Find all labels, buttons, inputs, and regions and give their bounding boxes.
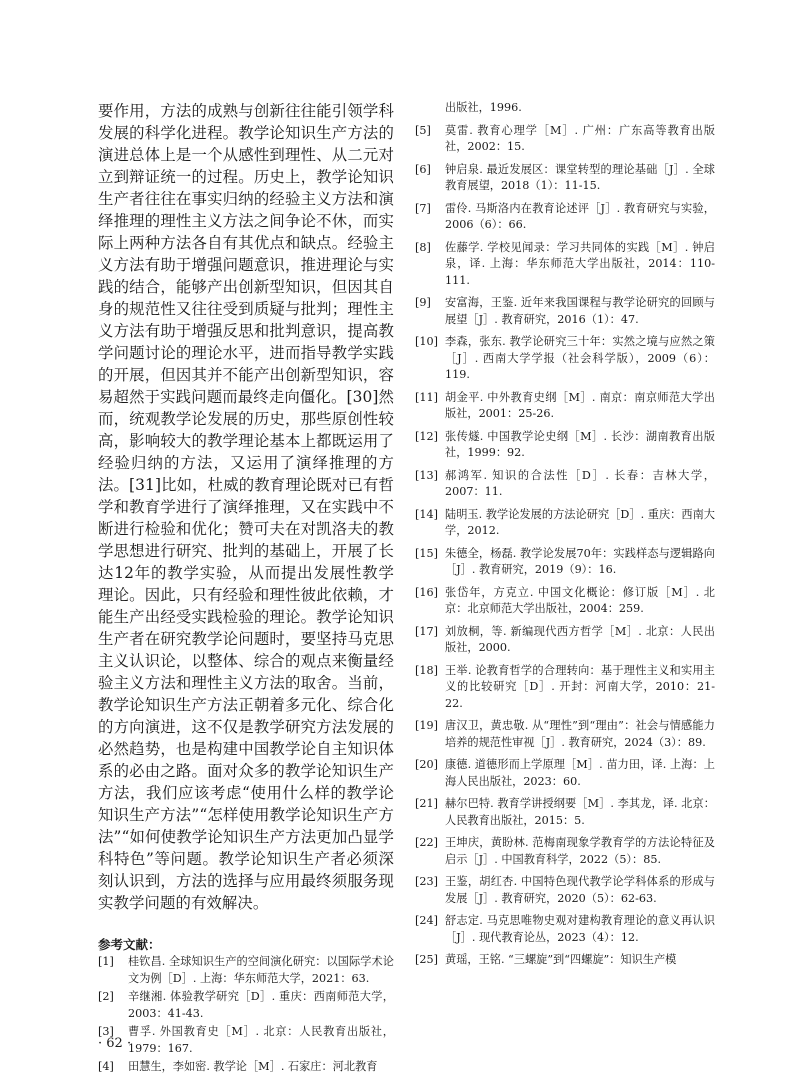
references-list-left: [98, 954, 394, 1076]
reference-text: 刘放桐，等. 新编现代西方哲学［M］. 北京：人民出版社，2000.: [445, 624, 715, 654]
reference-text: 张传燧. 中国教学论史纲［M］. 长沙：湖南教育出版社，1999：92.: [445, 429, 715, 459]
reference-text: 康德. 道德形而上学原理［M］. 苗力田，译. 上海：上海人民出版社，2023：60.: [445, 758, 715, 788]
left-column: [98, 100, 394, 1078]
reference-item: [415, 624, 715, 657]
reference-number: [12]: [415, 429, 438, 443]
reference-item: [415, 835, 715, 868]
reference-number: [14]: [415, 507, 438, 521]
reference-number: [6]: [415, 162, 431, 176]
reference-number: [16]: [415, 585, 438, 599]
reference-number: [24]: [415, 914, 438, 927]
reference-item: [415, 952, 715, 969]
reference-number: [4]: [98, 1060, 114, 1073]
reference-item: [98, 1059, 394, 1076]
reference-number: [5]: [415, 123, 431, 137]
reference-number: [10]: [415, 335, 438, 348]
reference-text: 雷伶. 马斯洛内在教育论述评［J］. 教育研究与实验，2006（6）：66.: [445, 201, 715, 231]
reference-item: [98, 1024, 394, 1057]
reference-number: [1]: [98, 955, 114, 968]
reference-text: 赫尔巴特. 教育学讲授纲要［M］. 李其龙，译. 北京：人民教育出版社，2015：5.: [445, 797, 715, 827]
reference-text: 王鉴，胡红杏. 中国特色现代教学论学科体系的形成与发展［J］. 教育研究，2020（5）：62-63.: [445, 875, 715, 905]
reference-number: [23]: [415, 875, 438, 888]
reference-text: 张岱年，方克立. 中国文化概论：修订版［M］. 北京：北京师范大学出版社，2004：259.: [445, 585, 715, 615]
reference-item: [415, 507, 715, 540]
reference-item: [415, 718, 715, 751]
reference-item: [415, 468, 715, 501]
page-number: · 62 ·: [98, 1036, 132, 1051]
reference-item: [415, 546, 715, 579]
reference-number: [11]: [415, 390, 438, 404]
reference-text: 辛继湘. 体验教学研究［D］. 重庆：西南师范大学，2003：41-43.: [128, 990, 394, 1020]
reference-text: 舒志定. 马克思唯物史观对建构教育理论的意义再认识［J］. 现代教育论丛，2023（4）：12.: [445, 914, 715, 944]
reference-number: [7]: [415, 201, 431, 215]
reference-number: [21]: [415, 797, 438, 810]
reference-item: [415, 796, 715, 829]
reference-item: [415, 663, 715, 713]
reference-number: [8]: [415, 240, 431, 254]
reference-number: [2]: [98, 990, 114, 1003]
reference-text: 佐藤学. 学校见闻录：学习共同体的实践［M］. 钟启泉，译. 上海：华东师范大学出版社，2014：110-111.: [445, 240, 715, 287]
reference-number: [17]: [415, 624, 438, 638]
reference-number: [3]: [98, 1025, 114, 1038]
reference-number: [18]: [415, 663, 438, 677]
reference-item: [415, 240, 715, 290]
reference-number: [22]: [415, 836, 438, 849]
reference-item: [415, 123, 715, 156]
reference-item: [415, 874, 715, 907]
reference-text: 王坤庆，黄盼林. 范梅南现象学教育学的方法论特征及启示［J］. 中国教育科学，2022（5）：85.: [445, 836, 715, 866]
reference-number: [9]: [415, 296, 431, 309]
reference-text: 朱德全，杨磊. 教学论发展70年：实践样态与逻辑路向［J］. 教育研究，2019（9）：16.: [445, 546, 715, 576]
reference-number: [19]: [415, 719, 438, 732]
reference-text: 李森，张东. 教学论研究三十年：实然之境与应然之策［J］. 西南大学学报（社会科学版），2009（6）：119.: [445, 335, 715, 381]
reference-item: [415, 295, 715, 328]
reference-text: 安富海，王鉴. 近年来我国课程与教学论研究的回顾与展望［J］. 教育研究，2016（1）：47.: [445, 296, 715, 326]
reference-text: 田慧生，李如密. 教学论［M］. 石家庄：河北教育: [128, 1060, 378, 1073]
right-column: [415, 100, 715, 975]
references-list-right: [415, 123, 715, 969]
reference-item: [415, 429, 715, 462]
reference-item: [415, 585, 715, 618]
reference-item: [415, 162, 715, 195]
reference-text: 胡金平. 中外教育史纲［M］. 南京：南京师范大学出版社，2001：25-26.: [445, 390, 715, 420]
reference-item: [98, 989, 394, 1022]
reference-item: [415, 201, 715, 234]
reference-text: 曹孚. 外国教育史［M］. 北京：人民教育出版社，1979：167.: [128, 1025, 394, 1055]
reference-number: [13]: [415, 468, 438, 482]
reference-text: 唐汉卫，黄忠敬. 从“理性”到“理由”：社会与情感能力培养的规范性审视［J］. 教育研究，2024（3）：89.: [445, 719, 715, 749]
reference-item: [415, 390, 715, 423]
reference-text: 郝鸿军. 知识的合法性［D］. 长春：吉林大学，2007：11.: [445, 468, 715, 498]
reference-number: [15]: [415, 546, 438, 560]
reference-text: 黄瑶，王铭. “三螺旋”到“四螺旋”：知识生产模: [445, 953, 677, 966]
reference-continuation: 出版社，1996.: [445, 101, 522, 114]
reference-number: [20]: [415, 758, 438, 771]
reference-item: [415, 757, 715, 790]
reference-item: [415, 334, 715, 384]
reference-item: [98, 954, 394, 987]
reference-text: 莫雷. 教育心理学［M］. 广州：广东高等教育出版社，2002：15.: [445, 123, 715, 153]
reference-text: 钟启泉. 最近发展区：课堂转型的理论基础［J］. 全球教育展望，2018（1）：11-15.: [445, 162, 715, 192]
reference-number: [25]: [415, 953, 438, 966]
reference-text: 陆明玉. 教学论发展的方法论研究［D］. 重庆：西南大学，2012.: [445, 507, 715, 537]
references-heading: 参考文献：: [98, 937, 161, 952]
reference-text: 桂钦昌. 全球知识生产的空间演化研究：以国际学术论文为例［D］. 上海：华东师范大学，2021：63.: [128, 955, 394, 985]
reference-text: 王举. 论教育哲学的合理转向：基于理性主义和实用主义的比较研究［D］. 开封：河南大学，2010：21-22.: [445, 663, 715, 710]
reference-item: [415, 913, 715, 946]
body-paragraph: 要作用，方法的成熟与创新往往能引领学科发展的科学化进程。教学论知识生产方法的演进总体上是一个从感性到理性、从二元对立到辩证统一的过程。历史上，教学论知识生产者往往在事实归纳的经验主义方法和演绎推理的理性主义方法之间争论不休，而实际上两种方法各自有其优点和缺点。经验主义方法有助于增强问题意识，推进理论与实践的结合，能够产出创新型知识，但因其自身的规范性又往往受到质疑与批判；理性主义方法有助于增强反思和批判意识，提高教学问题讨论的理论水平，进而指导教学实践的开展，但因其并不能产出创新型知识，容易超然于实践问题而最终走向僵化。[30]然而，统观教学论发展的历史，那些原创性较高，影响较大的教学理论基本上都既运用了经验归纳的方法，又运用了演绎推理的方法。[31]比如，杜威的教育理论既对已有哲学和教育学进行了演绎推理，又在实践中不断进行检验和优化；赞可夫在对凯洛夫的教学思想进行研究、批判的基础上，开展了长达12年的教学实验，从而提出发展性教学理论。因此，只有经验和理性彼此依赖，才能生产出经受实践检验的理论。教学论知识生产者在研究教学论问题时，要坚持马克思主义认识论，以整体、综合的观点来衡量经验主义方法和理性主义方法的取舍。当前，教学论知识生产方法正朝着多元化、综合化的方向演进，这不仅是教学研究方法发展的必然趋势，也是构建中国教学论自主知识体系的必由之路。面对众多的教学论知识生产方法，我们应该考虑“使用什么样的教学论知识生产方法”“怎样使用教学论知识生产方法”“如何使教学论知识生产方法更加凸显学科特色”等问题。教学论知识生产者必须深刻认识到，方法的选择与应用最终须服务现实教学问题的有效解决。: [98, 102, 394, 912]
